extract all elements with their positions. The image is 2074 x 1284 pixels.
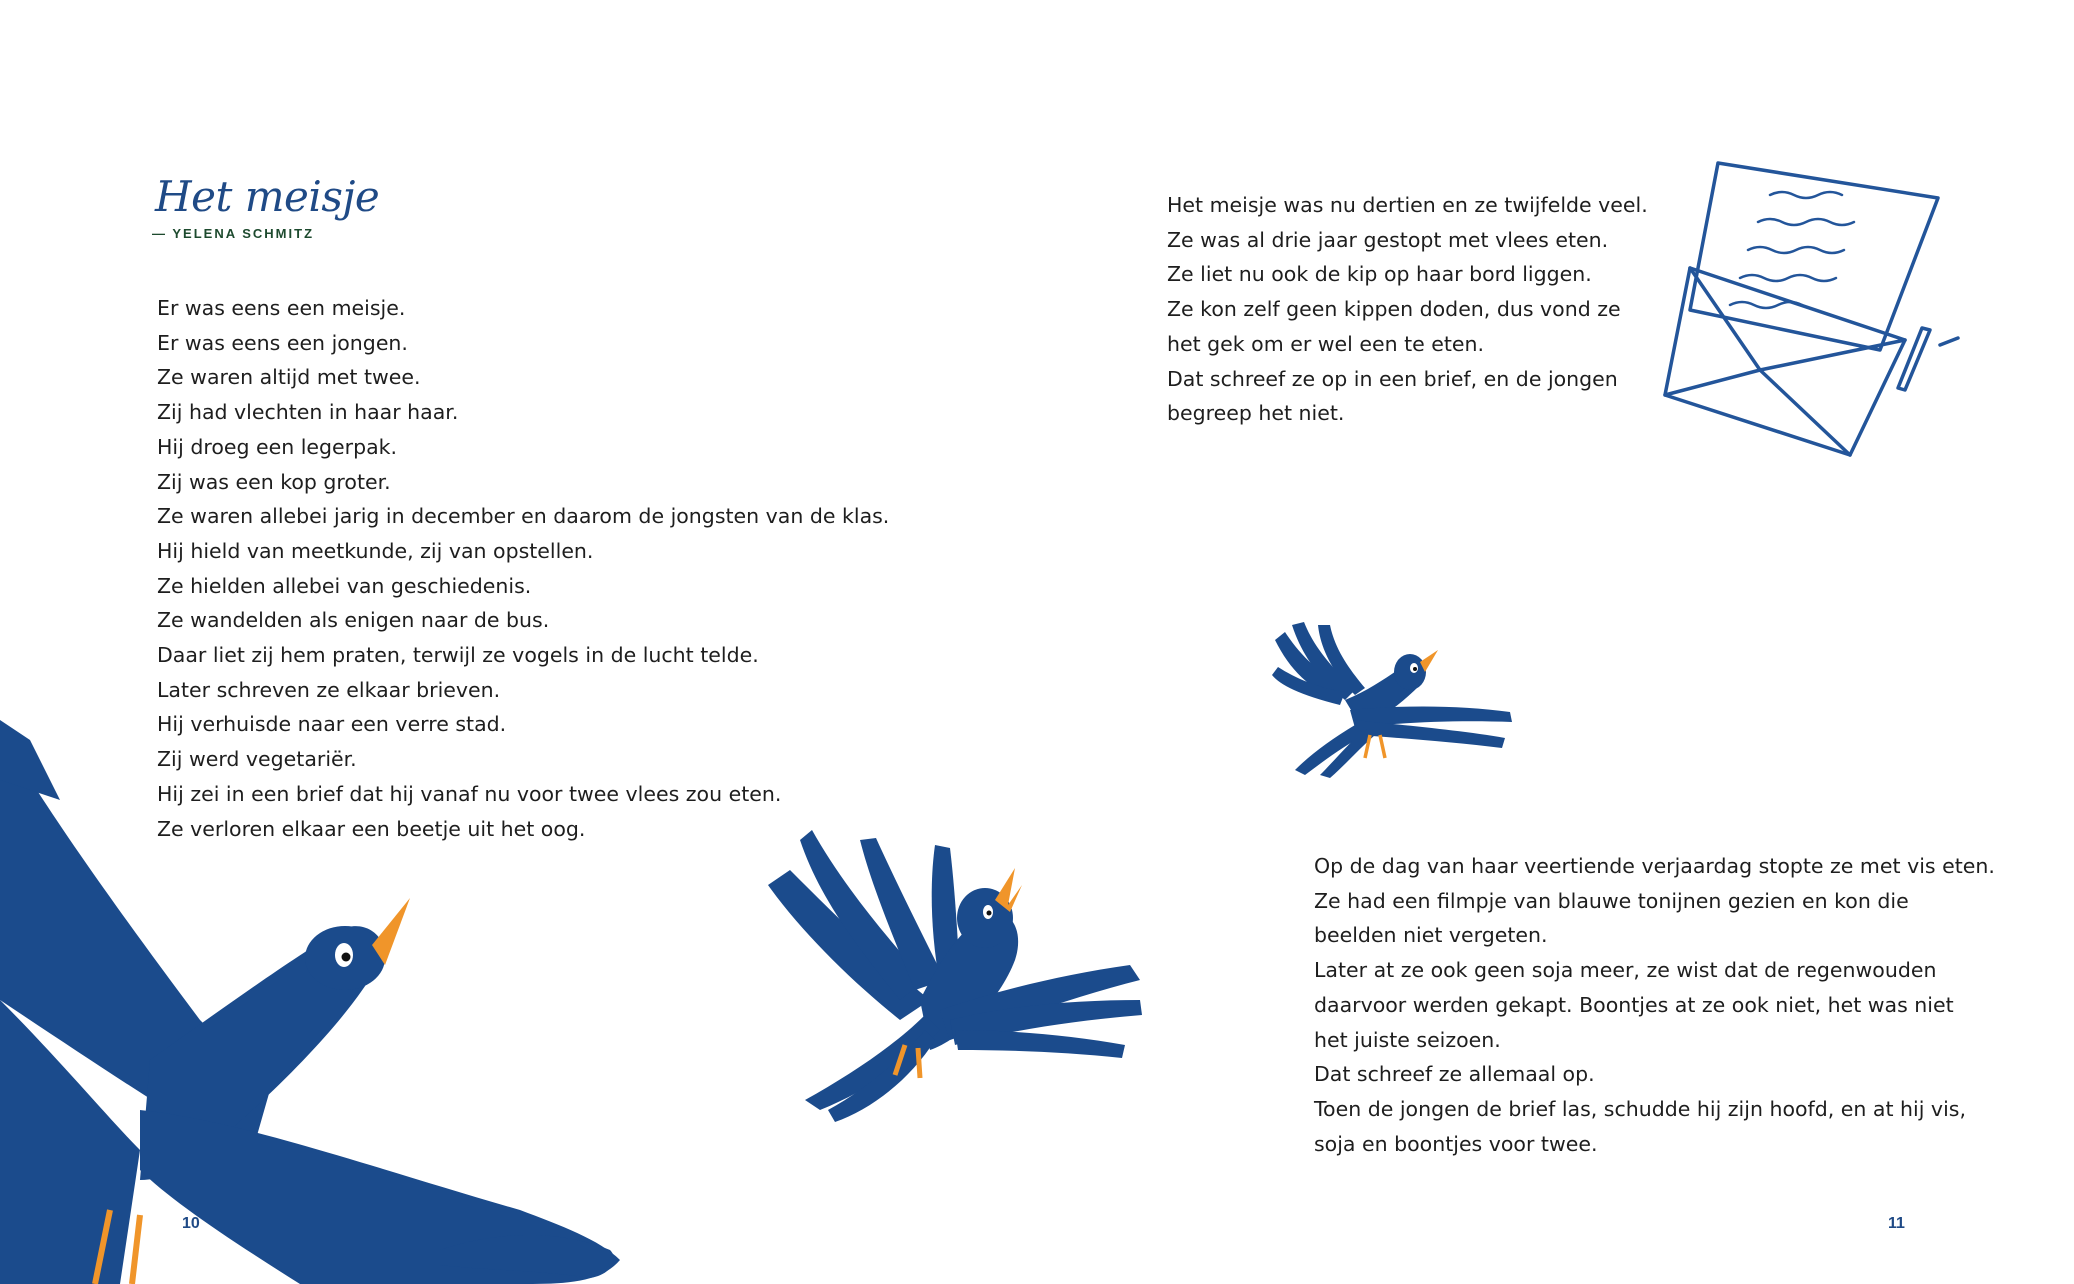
text-line: Op de dag van haar veertiende verjaardag stopte ze met vis eten. — [1314, 854, 1995, 878]
text-line: Ze was al drie jaar gestopt met vlees eten. — [1167, 227, 1609, 252]
text-line: Toen de jongen de brief las, schudde hij zijn hoofd, en at hij vis, — [1314, 1096, 1966, 1121]
text-line: beelden niet vergeten. — [1314, 923, 1548, 948]
text-line: Hij zei in een brief dat hij vanaf nu voor twee vlees zou eten. — [157, 781, 782, 806]
text-line: Ze verloren elkaar een beetje uit het oog. — [157, 816, 586, 841]
right-page-bottom-text — [1314, 849, 1995, 1161]
right-page-top-text — [1167, 188, 1648, 431]
text-line: daarvoor werden gekapt. Boontjes at ze ook niet, het was niet — [1314, 992, 1954, 1017]
text-line: Ze waren altijd met twee. — [157, 365, 421, 390]
text-line: Zij werd vegetariër. — [157, 747, 357, 772]
text-line: Ze hielden allebei van geschiedenis. — [157, 573, 532, 598]
left-page-text — [157, 291, 889, 846]
text-line: Zij had vlechten in haar haar. — [157, 400, 459, 425]
page-number-left: 10 — [182, 1215, 200, 1232]
page-number-right: 11 — [1888, 1215, 1905, 1232]
text-line: het juiste seizoen. — [1314, 1027, 1501, 1052]
text-line: Hij verhuisde naar een verre stad. — [157, 712, 507, 737]
text-line: Er was eens een jongen. — [157, 330, 408, 355]
text-line: begreep het niet. — [1167, 401, 1345, 426]
text-line: Zij was een kop groter. — [157, 469, 391, 494]
text-line: Ze had een filmpje van blauwe tonijnen gezien en kon die — [1314, 888, 1909, 913]
text-line: het gek om er wel een te eten. — [1167, 331, 1485, 356]
text-line: Hij droeg een legerpak. — [157, 434, 398, 459]
poem-title: Het meisje — [155, 172, 380, 221]
text-line: Ze waren allebei jarig in december en daarom de jongsten van de klas. — [157, 504, 890, 529]
text-line: Daar liet zij hem praten, terwijl ze vogels in de lucht telde. — [157, 643, 759, 668]
text-line: soja en boontjes voor twee. — [1314, 1131, 1598, 1156]
text-line: Er was eens een meisje. — [157, 296, 406, 320]
text-line: Hij hield van meetkunde, zij van opstellen. — [157, 538, 594, 563]
text-line: Ze liet nu ook de kip op haar bord liggen. — [1167, 262, 1592, 287]
text-line: Later at ze ook geen soja meer, ze wist dat de regenwouden — [1314, 958, 1937, 983]
text-line: Dat schreef ze allemaal op. — [1314, 1062, 1595, 1087]
text-line: Ze wandelden als enigen naar de bus. — [157, 608, 550, 633]
text-line: Later schreven ze elkaar brieven. — [157, 677, 501, 702]
text-line: Het meisje was nu dertien en ze twijfelde veel. — [1167, 193, 1648, 217]
text-line: Dat schreef ze op in een brief, en de jongen — [1167, 366, 1618, 391]
text-line: Ze kon zelf geen kippen doden, dus vond ze — [1167, 297, 1621, 322]
poem-author: — YELENA SCHMITZ — [152, 226, 315, 241]
